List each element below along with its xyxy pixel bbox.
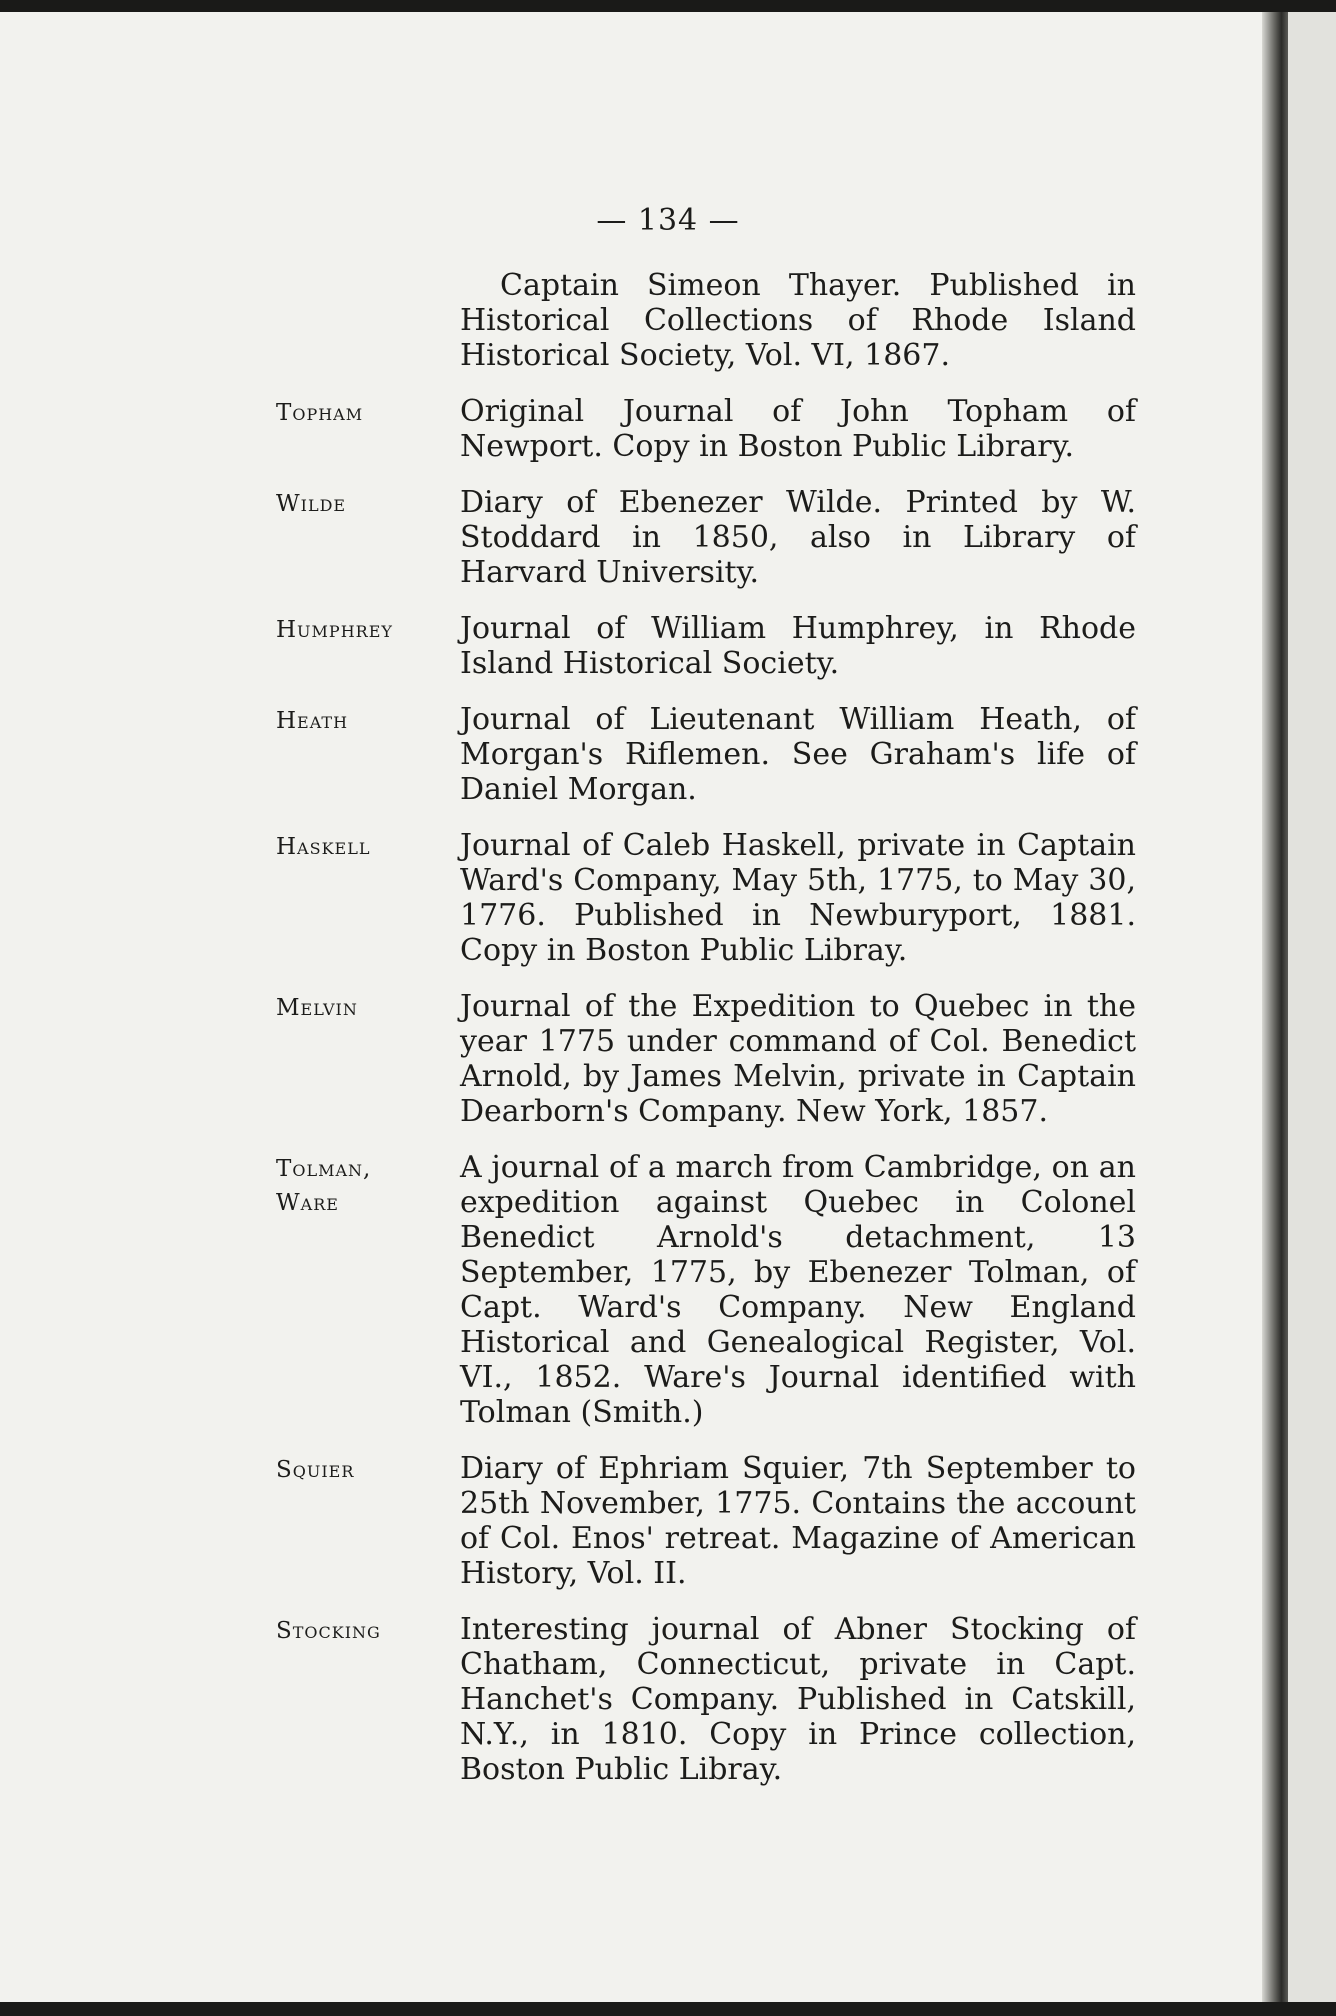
bibliography-entry — [276, 1150, 1136, 1430]
entry-label-line: Stocking — [276, 1618, 381, 1644]
entry-label — [276, 611, 460, 647]
entry-description: Interesting journal of Abner Stocking of Chatham, Connecticut, private in Capt. Hanchet's Company. Published in Catskill, N.Y., in 1810. Copy in Prince collection, Boston Public Libray. — [460, 1612, 1136, 1787]
bibliography-entry — [276, 828, 1136, 968]
bibliography-entry — [276, 1451, 1136, 1591]
entry-description: A journal of a march from Cambridge, on an expedition against Quebec in Colonel Benedict Arnold's detachment, 13 September, 1775, by Ebenezer Tolman, of Capt. Ward's Company. New England Historical and Genealogical Register, Vol. VI., 1852. Ware's Journal identified with Tolman (Smith.) — [460, 1150, 1136, 1430]
entry-label-line: Tolman, — [276, 1156, 372, 1182]
entry-description: Journal of Caleb Haskell, private in Captain Ward's Company, May 5th, 1775, to May 30, 1776. Published in Newburyport, 1881. Copy in Boston Public Libray. — [460, 828, 1136, 968]
entry-label — [276, 1150, 460, 1220]
bibliography-entry — [276, 485, 1136, 590]
bibliography-entry — [276, 394, 1136, 464]
scan-top-border — [0, 0, 1336, 12]
bibliography-entry — [276, 1612, 1136, 1787]
entry-label — [276, 1451, 460, 1487]
entry-label-line: Humphrey — [276, 617, 393, 643]
entry-label-line: Ware — [276, 1190, 339, 1216]
entry-description: Diary of Ebenezer Wilde. Printed by W. Stoddard in 1850, also in Library of Harvard University. — [460, 485, 1136, 590]
entry-label — [276, 268, 460, 270]
entry-label-line: Heath — [276, 708, 349, 734]
entry-label-line: Haskell — [276, 834, 371, 860]
entry-description: Journal of William Humphrey, in Rhode Island Historical Society. — [460, 611, 1136, 681]
binding-gutter-shadow — [1262, 12, 1288, 2002]
entry-description: Journal of Lieutenant William Heath, of Morgan's Riflemen. See Graham's life of Daniel Morgan. — [460, 702, 1136, 807]
bibliography-entry — [276, 611, 1136, 681]
scan-bottom-border — [0, 2002, 1336, 2016]
bibliography-entry — [276, 268, 1136, 373]
entry-description: Diary of Ephriam Squier, 7th September to 25th November, 1775. Contains the account of Col. Enos' retreat. Magazine of American History, Vol. II. — [460, 1451, 1136, 1591]
bibliography-entry — [276, 989, 1136, 1129]
entry-label-line: Melvin — [276, 995, 358, 1021]
bibliography-entry — [276, 702, 1136, 807]
bibliography-list — [276, 268, 1136, 1808]
page-number: — 134 — — [596, 203, 740, 238]
entry-label-line: Topham — [276, 400, 364, 426]
entry-label — [276, 702, 460, 738]
entry-label-line: Squier — [276, 1457, 355, 1483]
entry-label — [276, 989, 460, 1025]
entry-label — [276, 394, 460, 430]
entry-label — [276, 1612, 460, 1648]
entry-description: Captain Simeon Thayer. Published in Historical Collections of Rhode Island Historical Society, Vol. VI, 1867. — [460, 268, 1136, 373]
entry-description: Original Journal of John Topham of Newport. Copy in Boston Public Library. — [460, 394, 1136, 464]
facing-page-edge — [1288, 12, 1336, 2002]
entry-description: Journal of the Expedition to Quebec in the year 1775 under command of Col. Benedict Arnold, by James Melvin, private in Captain Dearborn's Company. New York, 1857. — [460, 989, 1136, 1129]
entry-label — [276, 485, 460, 521]
entry-label — [276, 828, 460, 864]
entry-label-line: Wilde — [276, 491, 347, 517]
